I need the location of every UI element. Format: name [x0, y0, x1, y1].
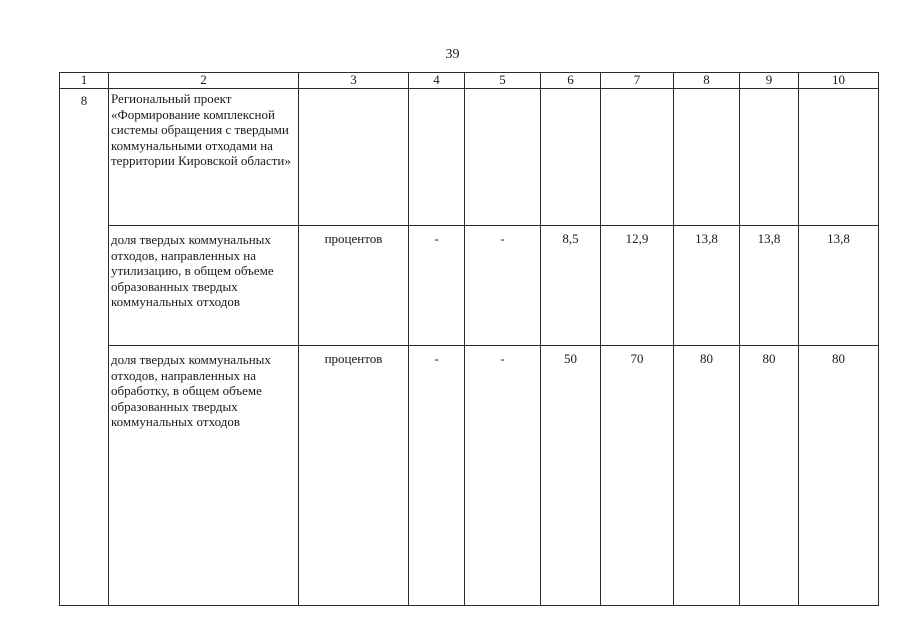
indicator-value: - — [409, 226, 465, 346]
header-col-10: 10 — [799, 73, 879, 89]
indicator-value: 80 — [674, 346, 740, 606]
header-col-8: 8 — [674, 73, 740, 89]
header-row — [60, 73, 879, 89]
indicator-value: - — [465, 346, 541, 606]
indicator-unit: процентов — [299, 226, 409, 346]
header-col-2: 2 — [109, 73, 299, 89]
project-title: Региональный проект «Формирование комплексной системы обращения с твердыми коммунальными отходами на территории Кировской области» — [109, 89, 299, 226]
row-number: 8 — [60, 89, 109, 606]
indicator-value: - — [465, 226, 541, 346]
header-col-7: 7 — [601, 73, 674, 89]
indicator-unit: процентов — [299, 346, 409, 606]
table-row-indicator — [60, 226, 879, 346]
header-col-4: 4 — [409, 73, 465, 89]
indicator-value: 13,8 — [799, 226, 879, 346]
project-empty-cell — [601, 89, 674, 226]
project-empty-cell — [799, 89, 879, 226]
header-col-5: 5 — [465, 73, 541, 89]
indicator-value: 13,8 — [674, 226, 740, 346]
project-empty-cell — [674, 89, 740, 226]
project-empty-cell — [409, 89, 465, 226]
indicator-name: доля твердых коммунальных отходов, направленных на утилизацию, в общем объеме образованных твердых коммунальных отходов — [109, 226, 299, 346]
table-row-project — [60, 89, 879, 226]
project-empty-cell — [299, 89, 409, 226]
indicator-value: 80 — [799, 346, 879, 606]
header-col-6: 6 — [541, 73, 601, 89]
indicators-table — [59, 72, 879, 606]
indicator-value: 70 — [601, 346, 674, 606]
indicator-value: 50 — [541, 346, 601, 606]
project-empty-cell — [740, 89, 799, 226]
project-empty-cell — [541, 89, 601, 226]
indicator-value: 80 — [740, 346, 799, 606]
header-col-9: 9 — [740, 73, 799, 89]
page-number: 39 — [445, 47, 460, 62]
indicator-value: 13,8 — [740, 226, 799, 346]
indicator-value: 8,5 — [541, 226, 601, 346]
indicator-value: 12,9 — [601, 226, 674, 346]
table-row-indicator — [60, 346, 879, 606]
indicator-value: - — [409, 346, 465, 606]
header-col-3: 3 — [299, 73, 409, 89]
indicator-name: доля твердых коммунальных отходов, направленных на обработку, в общем объеме образованных твердых коммунальных отходов — [109, 346, 299, 606]
header-col-1: 1 — [60, 73, 109, 89]
project-empty-cell — [465, 89, 541, 226]
